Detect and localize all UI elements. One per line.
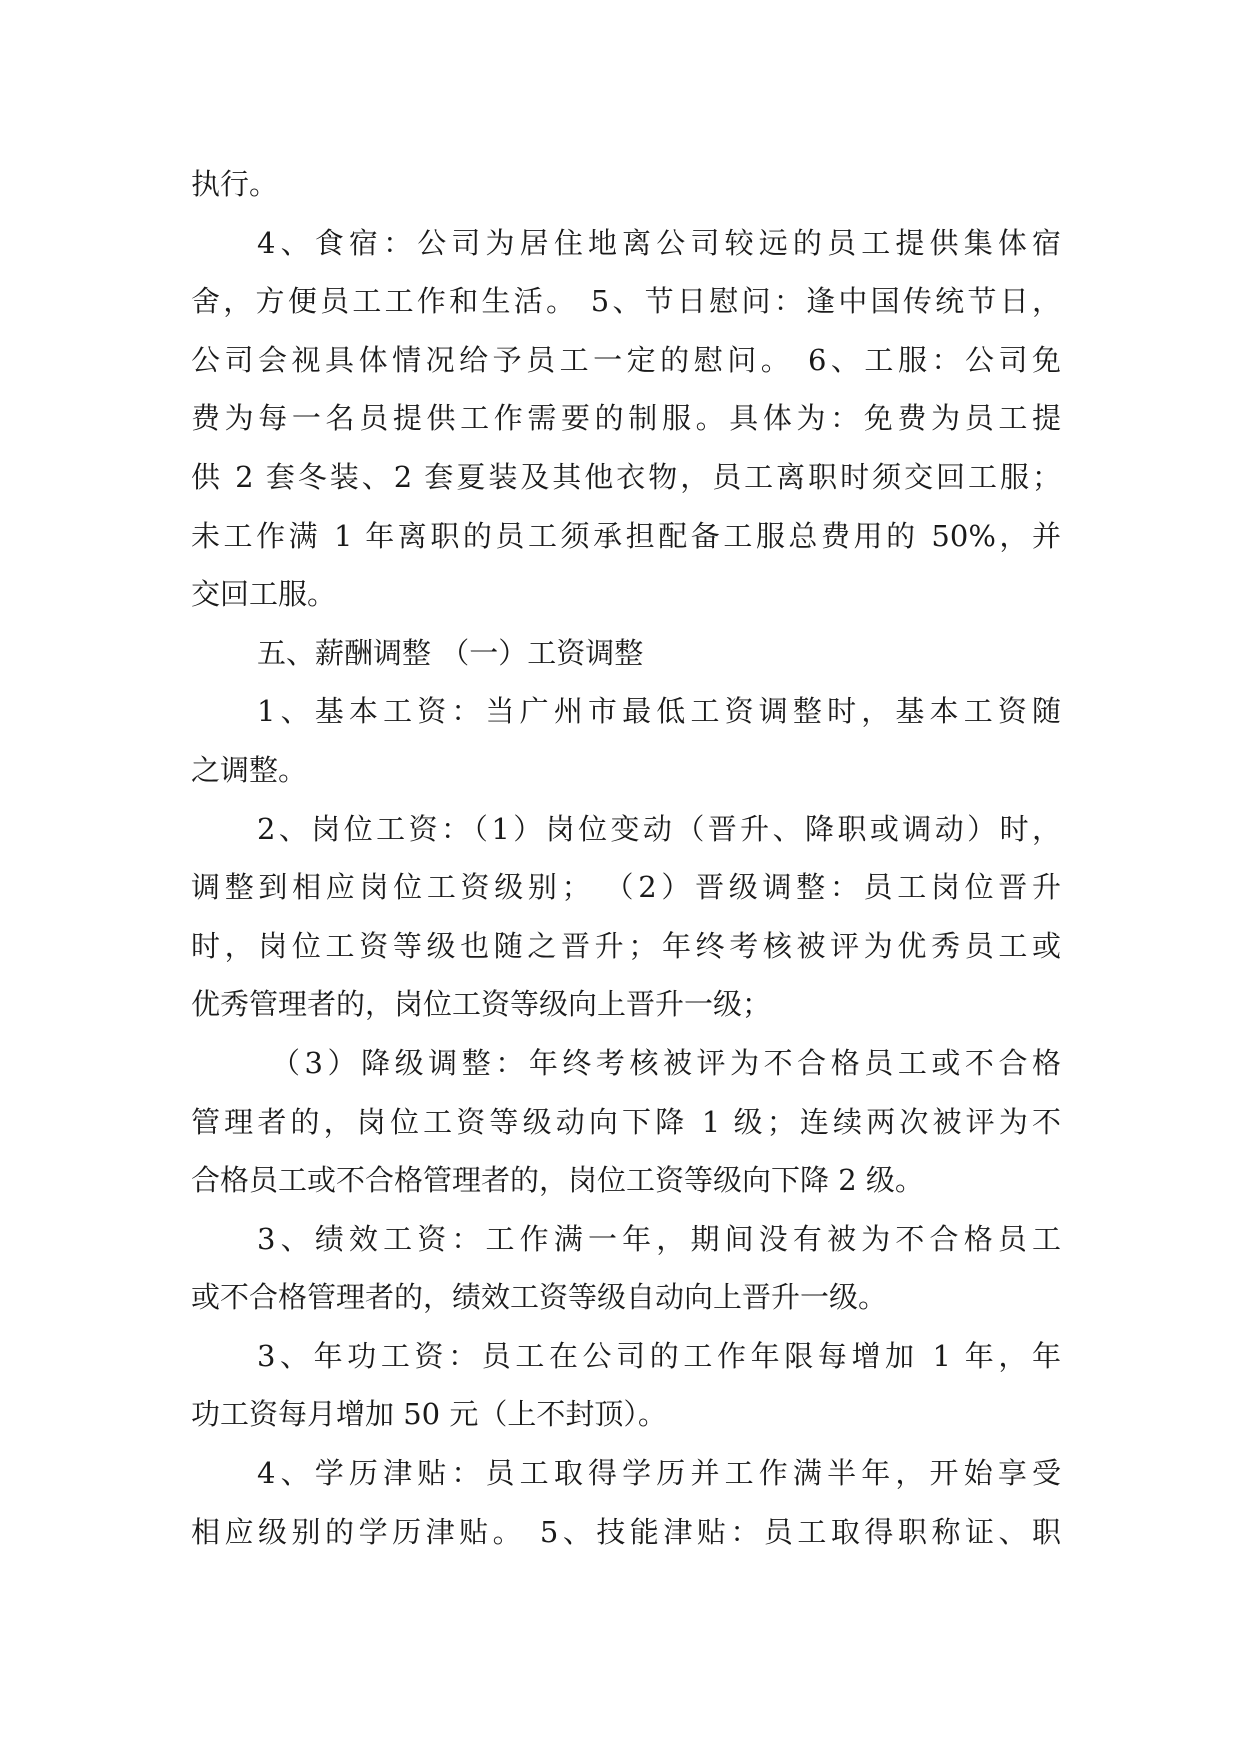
text-line: 2、岗位工资：（1）岗位变动（晋升、降职或调动）时， <box>257 811 1061 846</box>
text-line: 4、学历津贴：员工取得学历并工作满半年，开始享受 <box>257 1456 1061 1491</box>
text-line: 费为每一名员提供工作需要的制服。具体为：免费为员工提 <box>191 401 1061 436</box>
text-line: （3）降级调整：年终考核被评为不合格员工或不合格 <box>271 1045 1061 1080</box>
text-line: 供 2 套冬装、2 套夏装及其他衣物，员工离职时须交回工服； <box>191 459 1061 494</box>
document-body <box>191 155 1061 1561</box>
section-heading: 五、薪酬调整 （一）工资调整 <box>257 635 644 670</box>
text-line: 3、年功工资：员工在公司的工作年限每增加 1 年，年 <box>257 1338 1061 1373</box>
text-line: 功工资每月增加 50 元（上不封顶）。 <box>191 1397 667 1432</box>
text-line: 4、食宿：公司为居住地离公司较远的员工提供集体宿 <box>257 225 1061 260</box>
text-line: 舍，方便员工工作和生活。 5、节日慰问：逢中国传统节日， <box>191 284 1061 319</box>
text-line: 3、绩效工资：工作满一年，期间没有被为不合格员工 <box>257 1221 1061 1256</box>
text-line: 1、基本工资：当广州市最低工资调整时，基本工资随 <box>257 694 1061 729</box>
text-line: 合格员工或不合格管理者的，岗位工资等级向下降 2 级。 <box>191 1163 924 1198</box>
text-line: 管理者的，岗位工资等级动向下降 1 级；连续两次被评为不 <box>191 1104 1061 1139</box>
text-line: 时，岗位工资等级也随之晋升；年终考核被评为优秀员工或 <box>191 928 1061 963</box>
text-line: 相应级别的学历津贴。 5、技能津贴：员工取得职称证、职 <box>191 1514 1061 1549</box>
text-line: 或不合格管理者的，绩效工资等级自动向上晋升一级。 <box>191 1280 888 1315</box>
text-line: 优秀管理者的，岗位工资等级向上晋升一级； <box>191 987 772 1022</box>
text-line: 公司会视具体情况给予员工一定的慰问。 6、工服：公司免 <box>191 342 1061 377</box>
text-line: 执行。 <box>191 167 279 201</box>
text-line: 调整到相应岗位工资级别； （2）晋级调整：员工岗位晋升 <box>191 870 1061 905</box>
text-line: 未工作满 1 年离职的员工须承担配备工服总费用的 50%，并 <box>191 518 1061 553</box>
text-line: 之调整。 <box>191 752 308 787</box>
text-line: 交回工服。 <box>191 577 337 612</box>
